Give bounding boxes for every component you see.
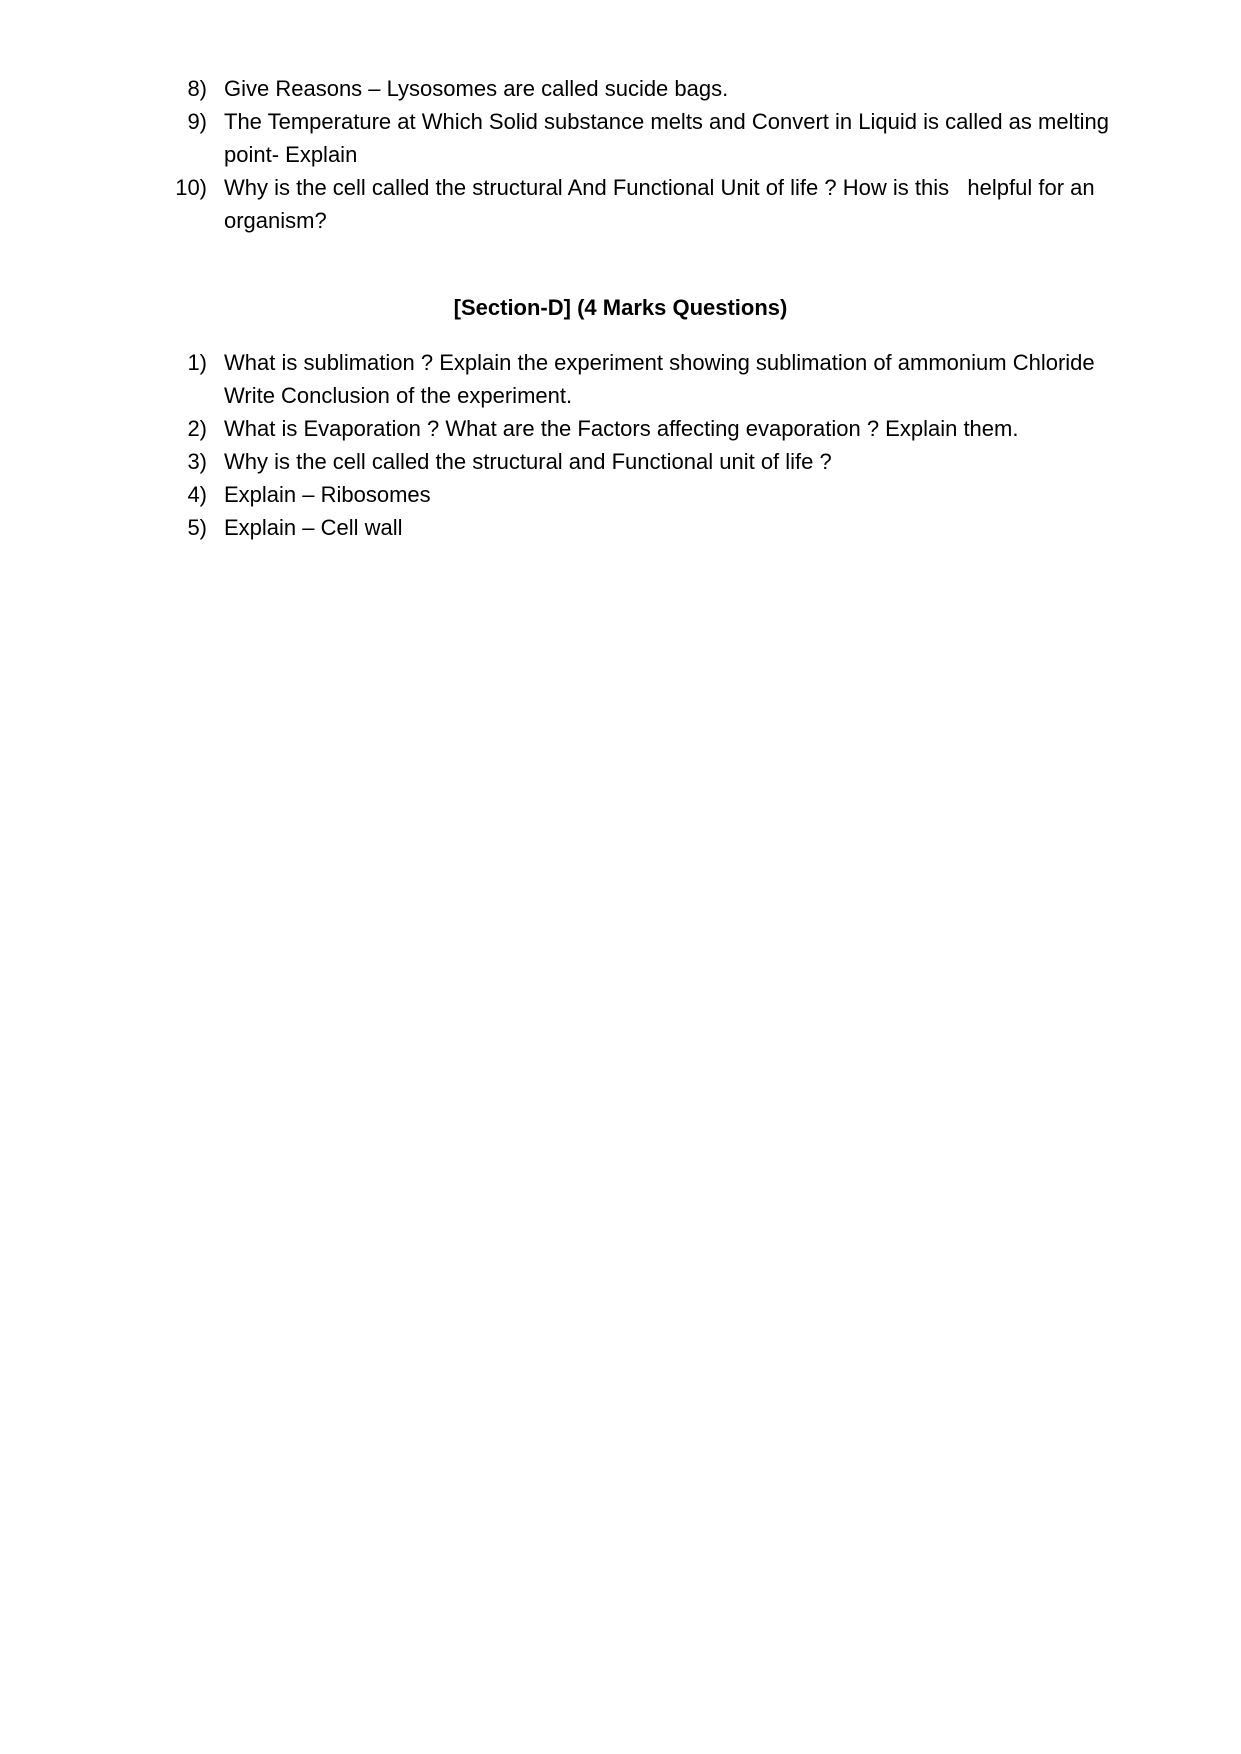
question-item	[0, 346, 1241, 412]
question-text: What is Evaporation ? What are the Factors affecting evaporation ? Explain them.	[224, 416, 1019, 441]
question-item	[0, 412, 1241, 445]
question-number: 2)	[187, 416, 207, 441]
question-number: 3)	[187, 449, 207, 474]
section-c-question-list	[0, 72, 1241, 237]
section-d-question-list	[0, 346, 1241, 544]
question-text: Explain – Ribosomes	[224, 482, 431, 507]
question-number: 8)	[187, 76, 207, 101]
section-d-heading: [Section-D] (4 Marks Questions)	[453, 295, 788, 320]
question-text: What is sublimation ? Explain the experiment showing sublimation of ammonium Chloride Write Conclusion of the experiment.	[224, 350, 1101, 408]
question-number: 9)	[187, 109, 207, 134]
question-item	[0, 72, 1241, 105]
question-number: 5)	[187, 515, 207, 540]
question-text: Why is the cell called the structural and Functional unit of life ?	[224, 449, 832, 474]
question-item	[0, 445, 1241, 478]
question-text: The Temperature at Which Solid substance melts and Convert in Liquid is called as melting point- Explain	[224, 109, 1116, 167]
question-item	[0, 171, 1241, 237]
question-item	[0, 478, 1241, 511]
question-item	[0, 105, 1241, 171]
question-text: Give Reasons – Lysosomes are called sucide bags.	[224, 76, 729, 101]
question-number: 10)	[175, 175, 207, 200]
question-number: 1)	[187, 350, 207, 375]
question-item	[0, 511, 1241, 544]
question-text: Explain – Cell wall	[224, 515, 403, 540]
question-text: Why is the cell called the structural And Functional Unit of life ? How is this helpful for an organism?	[224, 175, 1101, 233]
question-number: 4)	[187, 482, 207, 507]
